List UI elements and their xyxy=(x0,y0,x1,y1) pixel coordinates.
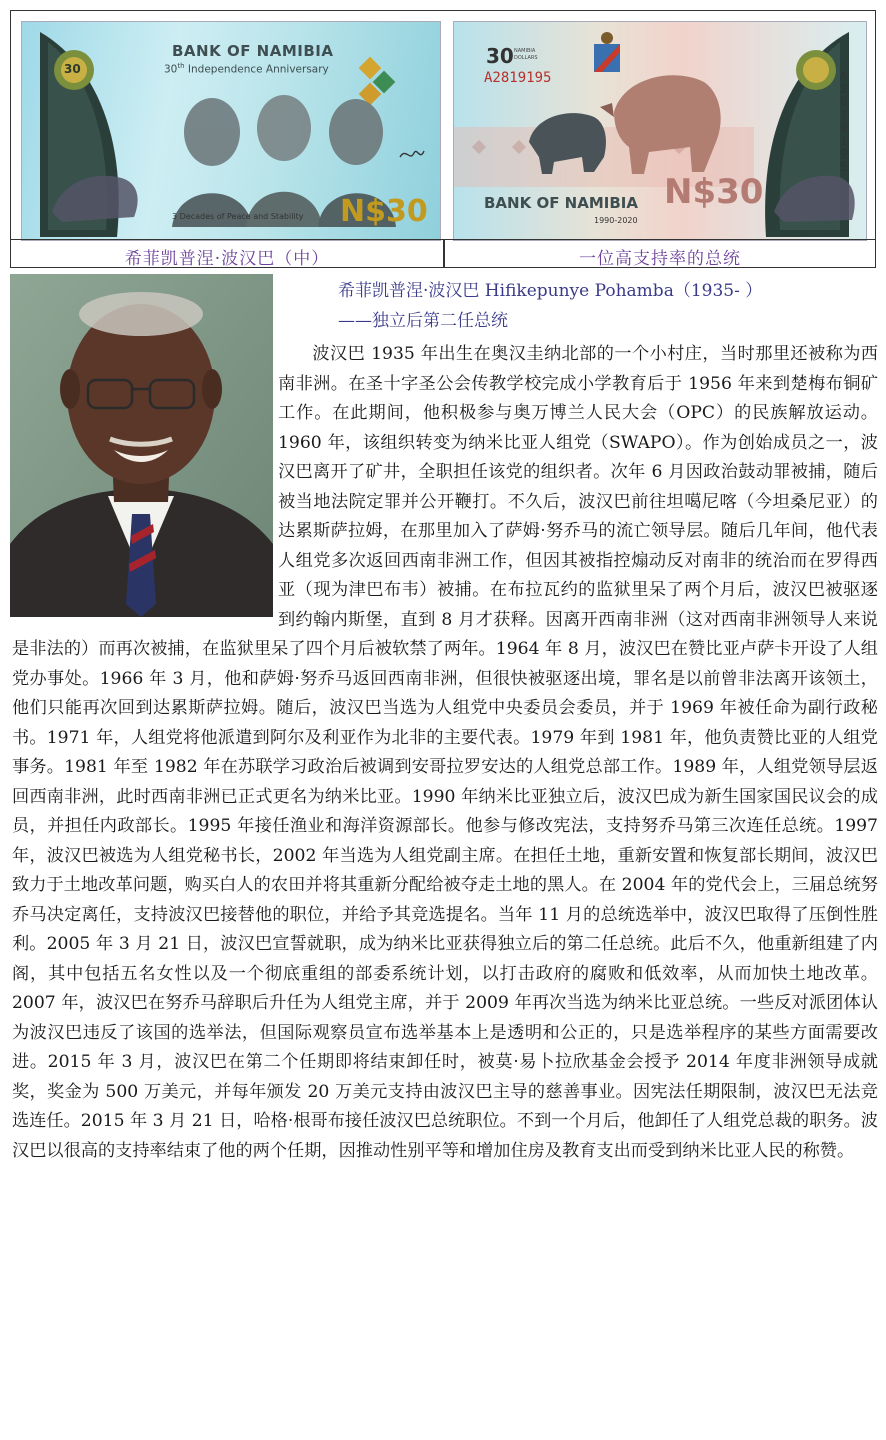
back-serial: A2819195 xyxy=(484,70,552,86)
banknote-banner xyxy=(10,10,876,268)
banner-caption-row xyxy=(11,239,875,268)
back-vertical-serial: A2819195 xyxy=(840,69,848,174)
front-anniversary-suffix: th xyxy=(177,62,185,70)
banknote-front-image xyxy=(21,21,441,241)
front-bank-name: BANK OF NAMIBIA xyxy=(172,42,334,60)
back-years: 1990-2020 xyxy=(594,216,638,225)
front-denomination: N$30 xyxy=(340,194,428,229)
front-anniversary xyxy=(164,62,329,76)
front-motto: 3 Decades of Peace and Stability xyxy=(172,212,304,221)
front-corner-value: 30 xyxy=(64,62,81,76)
banknote-back-image xyxy=(453,21,867,241)
article-subtitle: ——独立后第二任总统 xyxy=(338,311,508,331)
article-title: 希菲凯普涅·波汉巴 Hifikepunye Pohamba（1935- ） xyxy=(338,281,763,301)
caption-right: 一位高支持率的总统 xyxy=(579,249,741,269)
back-small-text: NAMIBIA DOLLARS xyxy=(514,48,538,61)
back-denomination: N$30 xyxy=(664,172,764,212)
front-anniversary-text: Independence Anniversary xyxy=(187,63,329,76)
back-bank-name: BANK OF NAMIBIA xyxy=(484,194,638,212)
article-body-container xyxy=(12,340,878,1166)
back-value: 30 xyxy=(486,44,514,68)
portrait-float-spacer xyxy=(12,340,278,630)
caption-left: 希菲凯普涅·波汉巴（中） xyxy=(124,249,330,269)
front-anniversary-number: 30 xyxy=(164,63,178,76)
article-body-text: 波汉巴 1935 年出生在奥汉圭纳北部的一个小村庄，当时那里还被称为西南非洲。在圣十字圣公会传教学校完成小学教育后于 1956 年来到楚梅布铜矿工作。在此期间，他积极参与奥万博兰人民大会（OPC）的民族解放运动。1960 年，该组织转变为纳米比亚人组党（SWAPO）。作为创始成员之一，波汉巴离开了矿井，全职担任该党的组织者。次年 6 月因政治鼓动罪被捕，随后被当地法院定罪并公开鞭打。不久后，波汉巴前往坦噶尼喀（今坦桑尼亚）的达累斯萨拉姆，在那里加入了萨姆·努乔马的流亡领导层。随后几年间，他代表人组党多次返回西南非洲工作，但因其被指控煽动反对南非的统治而在罗得西亚（现为津巴布韦）被捕。在布拉瓦约的监狱里呆了两个月后，波汉巴被驱逐到约翰内斯堡，直到 8 月才获释。因离开西南非洲（这对西南非洲领导人来说是非法的）而再次被捕，在监狱里呆了四个月后被软禁了两年。1964 年 8 月，波汉巴在赞比亚卢萨卡开设了人组党办事处。1966 年 3 月，他和萨姆·努乔马返回西南非洲，但很快被驱逐出境，罪名是以前曾非法离开该领土，他们只能再次回到达累斯萨拉姆。随后，波汉巴当选为人组党中央委员会委员，并于 1969 年被任命为副行政秘书。1971 年，人组党将他派遣到阿尔及利亚作为北非的主要代表。1979 年到 1981 年，他负责赞比亚的人组党事务。1981 年至 1982 年在苏联学习政治后被调到安哥拉罗安达的人组党总部工作。1989 年，人组党领导层返回西南非洲，此时西南非洲已正式更名为纳米比亚。1990 年纳米比亚独立后，波汉巴成为新生国家国民议会的成员，并担任内政部长。1995 年接任渔业和海洋资源部长。他参与修改宪法，支持努乔马第三次连任总统。1997 年，波汉巴被选为人组党秘书长，2002 年当选为人组党副主席。在担任土地，重新安置和恢复部长期间，波汉巴致力于土地改革问题，购买白人的农田并将其重新分配给被夺走土地的黑人。在 2004 年的党代会上，三届总统努乔马决定离任，支持波汉巴接替他的职位，并给予其竞选提名。当年 11 月的总统选举中，波汉巴取得了压倒性胜利。2005 年 3 月 21 日，波汉巴宣誓就职，成为纳米比亚获得独立后的第二任总统。此后不久，他重新组建了内阁，其中包括五名女性以及一个彻底重组的部委系统计划，以打击政府的腐败和低效率，从而加快土地改革。2007 年，波汉巴在努乔马辞职后升任为人组党主席，并于 2009 年再次当选为纳米比亚总统。一些反对派团体认为波汉巴违反了该国的选举法，但国际观察员宣布选举基本上是透明和公正的，只是选举程序的某些方面需要改进。2015 年 3 月，波汉巴在第二个任期即将结束卸任时，被莫·易卜拉欣基金会授予 2014 年度非洲领导成就奖，奖金为 500 万美元，并每年颁发 20 万美元支持由波汉巴主导的慈善事业。因宪法任期限制，波汉巴无法竞选连任。2015 年 3 月 21 日，哈格·根哥布接任波汉巴总统职位。不到一个月后，他卸任了人组党总裁的职务。波汉巴以很高的支持率结束了他的两个任期，因推动性别平等和增加住房及教育支出而受到纳米比亚人民的称赞。 xyxy=(12,344,878,1161)
